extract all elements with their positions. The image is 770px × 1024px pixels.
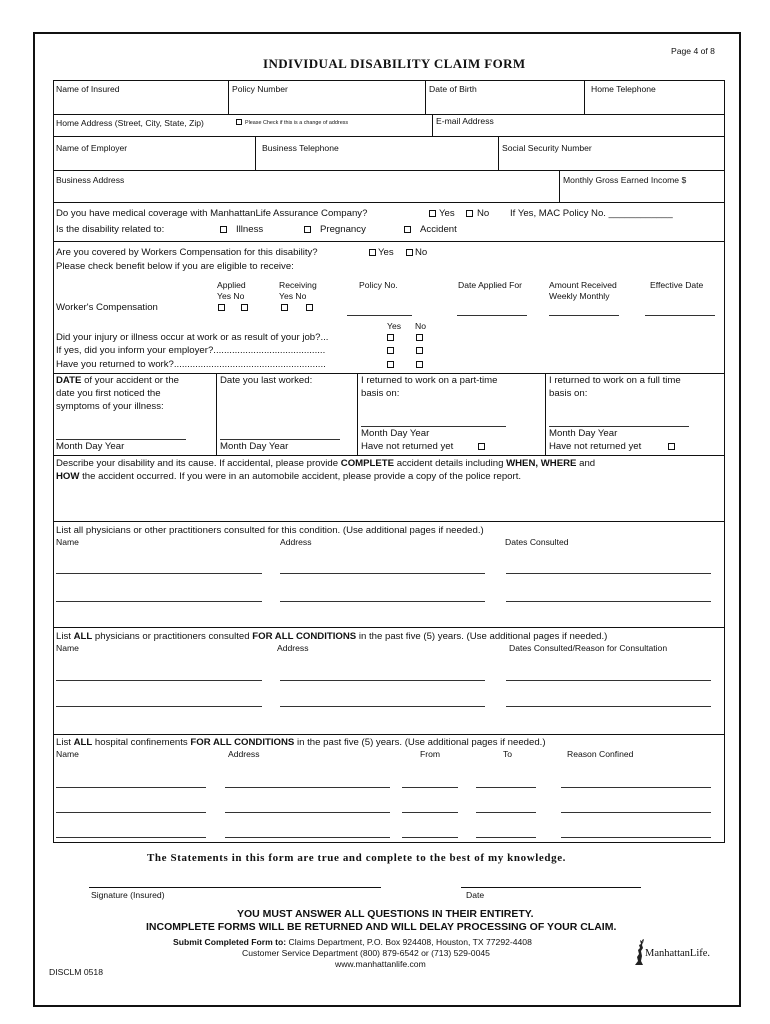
business-telephone-field[interactable]: Business Telephone [262,143,339,153]
receiving-no-checkbox[interactable] [306,304,313,311]
all-physicians-dates-header: Dates Consulted/Reason for Consultation [509,643,668,653]
hospital-to-line-3[interactable] [476,837,536,838]
signature-date-label: Date [466,890,485,900]
effective-date-header: Effective Date [650,280,704,290]
returned-to-work-question: Have you returned to work?......................................................... [56,359,326,370]
coverage-yes-label: Yes [439,208,455,219]
physician-address-line-1[interactable] [280,573,485,574]
policy-no-header: Policy No. [359,280,398,290]
email-field[interactable]: E-mail Address [436,116,494,126]
disability-related-question: Is the disability related to: [56,224,165,235]
date-applied-header: Date Applied For [458,280,523,290]
coverage-no-label: No [477,208,490,219]
all-physicians-name-header: Name [56,643,79,653]
wc-no-label: No [415,247,428,258]
home-telephone-field[interactable]: Home Telephone [591,84,656,94]
effective-date-line[interactable] [645,315,715,316]
incomplete-forms-notice: INCOMPLETE FORMS WILL BE RETURNED AND WILL DELAY PROCESSING OF YOUR CLAIM. [146,921,617,933]
full-time-label-2: basis on: [549,388,588,399]
all-physicians-intro: List ALL physicians or practitioners consulted FOR ALL CONDITIONS in the past five (5) years. (Use additional pages if needed.) [56,631,608,642]
physician-address-line-2[interactable] [280,601,485,602]
date-applied-line[interactable] [457,315,527,316]
hospital-from-line-1[interactable] [402,787,458,788]
full-time-not-returned-label: Have not returned yet [549,441,642,452]
home-address-field[interactable]: Home Address (Street, City, State, Zip) [56,118,204,128]
physicians-address-header: Address [280,537,312,547]
physician-name-line-1[interactable] [56,573,262,574]
all-physicians-address-header: Address [277,643,309,653]
full-time-mdy: Month Day Year [549,428,618,439]
receiving-header: Receiving [279,280,317,290]
policy-number-field[interactable]: Policy Number [232,84,288,94]
workers-comp-label: Worker's Compensation [56,302,158,313]
weekly-monthly-header: Weekly Monthly [549,291,610,301]
all-physician-dates-line-1[interactable] [506,680,711,681]
pregnancy-label: Pregnancy [320,224,366,235]
pregnancy-checkbox[interactable] [304,226,311,233]
part-time-mdy: Month Day Year [361,428,430,439]
accident-date-line[interactable] [56,439,186,440]
work-injury-yes-checkbox[interactable] [387,334,394,341]
submit-address: Submit Completed Form to: Claims Department, P.O. Box 924408, Houston, TX 77292-4408 [173,937,532,947]
accident-checkbox[interactable] [404,226,411,233]
hospital-reason-line-1[interactable] [561,787,711,788]
full-time-not-returned-checkbox[interactable] [668,443,675,450]
hospital-to-header: To [503,749,513,759]
change-of-address-checkbox[interactable] [236,119,242,125]
name-of-insured-field[interactable]: Name of Insured [56,84,120,94]
all-physician-address-line-2[interactable] [280,706,485,707]
employer-name-field[interactable]: Name of Employer [56,143,128,153]
hospital-intro: List ALL hospital confinements FOR ALL CONDITIONS in the past five (5) years. (Use additional pages if needed.) [56,737,546,748]
returned-yes-checkbox[interactable] [387,361,394,368]
work-injury-no-checkbox[interactable] [416,334,423,341]
accident-date-label-2: date you first noticed the [56,388,161,399]
physician-name-line-2[interactable] [56,601,262,602]
wc-no-checkbox[interactable] [406,249,413,256]
physician-dates-line-1[interactable] [506,573,711,574]
form-title: INDIVIDUAL DISABILITY CLAIM FORM [263,56,526,71]
physicians-name-header: Name [56,537,79,547]
signature-date-line[interactable] [461,887,641,888]
hospital-from-line-2[interactable] [402,812,458,813]
describe-instructions-1: Describe your disability and its cause. If accidental, please provide COMPLETE accident details including WHEN, WHERE and [56,458,596,469]
returned-no-checkbox[interactable] [416,361,423,368]
hospital-to-line-2[interactable] [476,812,536,813]
mac-policy-field[interactable]: If Yes, MAC Policy No. ____________ [510,208,673,219]
benefit-instruction: Please check benefit below if you are eligible to receive: [56,261,294,272]
physicians-intro: List all physicians or other practitioners consulted for this condition. (Use additional pages if needed.) [56,525,484,536]
business-address-field[interactable]: Business Address [56,175,125,185]
hospital-from-line-3[interactable] [402,837,458,838]
claim-form-page [33,32,741,1007]
amount-line[interactable] [549,315,619,316]
ssn-field[interactable]: Social Security Number [502,143,592,153]
last-worked-line[interactable] [220,439,340,440]
hospital-name-line-3[interactable] [56,837,206,838]
all-physician-name-line-2[interactable] [56,706,262,707]
monthly-income-field[interactable]: Monthly Gross Earned Income $ [563,175,687,185]
illness-checkbox[interactable] [220,226,227,233]
hospital-reason-header: Reason Confined [567,749,634,759]
receiving-yes-no: Yes No [279,291,307,301]
inform-employer-yes-checkbox[interactable] [387,347,394,354]
disability-description-area[interactable] [56,484,721,518]
inform-employer-question: If yes, did you inform your employer?.......................................... [56,345,326,356]
customer-service-phone: Customer Service Department (800) 879-6542 or (713) 529-0045 [242,948,490,958]
hospital-address-header: Address [228,749,260,759]
wc-yes-checkbox[interactable] [369,249,376,256]
hospital-from-header: From [420,749,441,759]
part-time-label: I returned to work on a part-time [361,375,498,386]
coverage-no-checkbox[interactable] [466,210,473,217]
no-column-header: No [415,321,426,331]
illness-label: Illness [236,224,264,235]
applied-yes-checkbox[interactable] [218,304,225,311]
amount-received-header: Amount Received [549,280,617,290]
hospital-name-line-2[interactable] [56,812,206,813]
part-time-not-returned-label: Have not returned yet [361,441,454,452]
applied-no-checkbox[interactable] [241,304,248,311]
hospital-name-line-1[interactable] [56,787,206,788]
hospital-address-line-1[interactable] [225,787,390,788]
page-number: Page 4 of 8 [671,46,715,56]
accident-date-label-3: symptoms of your illness: [56,401,164,412]
signature-label: Signature (Insured) [91,890,165,900]
part-time-label-2: basis on: [361,388,400,399]
medical-coverage-question: Do you have medical coverage with ManhattanLife Assurance Company? [56,208,368,219]
part-time-not-returned-checkbox[interactable] [478,443,485,450]
part-time-line[interactable] [361,426,506,427]
inform-employer-no-checkbox[interactable] [416,347,423,354]
coverage-yes-checkbox[interactable] [429,210,436,217]
hospital-address-line-3[interactable] [225,837,390,838]
workers-comp-question: Are you covered by Workers Compensation for this disability? [56,247,318,258]
all-physician-address-line-1[interactable] [280,680,485,681]
physicians-dates-header: Dates Consulted [505,537,569,547]
last-worked-mdy: Month Day Year [220,441,289,452]
logo-text: ManhattanLife. [645,948,711,959]
accident-label: Accident [420,224,457,235]
certification-statement: The Statements in this form are true and complete to the best of my knowledge. [147,852,567,864]
hospital-reason-line-2[interactable] [561,812,711,813]
physician-dates-line-2[interactable] [506,601,711,602]
date-of-birth-field[interactable]: Date of Birth [429,84,477,94]
policy-no-line[interactable] [347,315,412,316]
work-injury-question: Did your injury or illness occur at work or as result of your job?... [56,332,329,343]
wc-yes-label: Yes [378,247,394,258]
accident-date-mdy: Month Day Year [56,441,125,452]
receiving-yes-checkbox[interactable] [281,304,288,311]
website-link[interactable]: www.manhattanlife.com [335,959,426,969]
hospital-address-line-2[interactable] [225,812,390,813]
yes-column-header: Yes [387,321,402,331]
all-physician-dates-line-2[interactable] [506,706,711,707]
applied-yes-no: Yes No [217,291,245,301]
hospital-name-header: Name [56,749,79,759]
accident-date-label: DATE of your accident or the [56,375,179,386]
form-code: DISCLM 0518 [49,967,103,977]
hospital-to-line-1[interactable] [476,787,536,788]
applied-header: Applied [217,280,246,290]
describe-instructions-2: HOW the accident occurred. If you were in an automobile accident, please provide a copy of the police report. [56,471,522,482]
full-time-line[interactable] [549,426,689,427]
must-answer-notice: YOU MUST ANSWER ALL QUESTIONS IN THEIR ENTIRETY. [237,908,534,920]
all-physician-name-line-1[interactable] [56,680,262,681]
signature-line[interactable] [89,887,381,888]
full-time-label: I returned to work on a full time [549,375,681,386]
change-of-address-note: Please Check if this is a change of address [245,120,349,126]
last-worked-label: Date you last worked: [220,375,313,386]
hospital-reason-line-3[interactable] [561,837,711,838]
